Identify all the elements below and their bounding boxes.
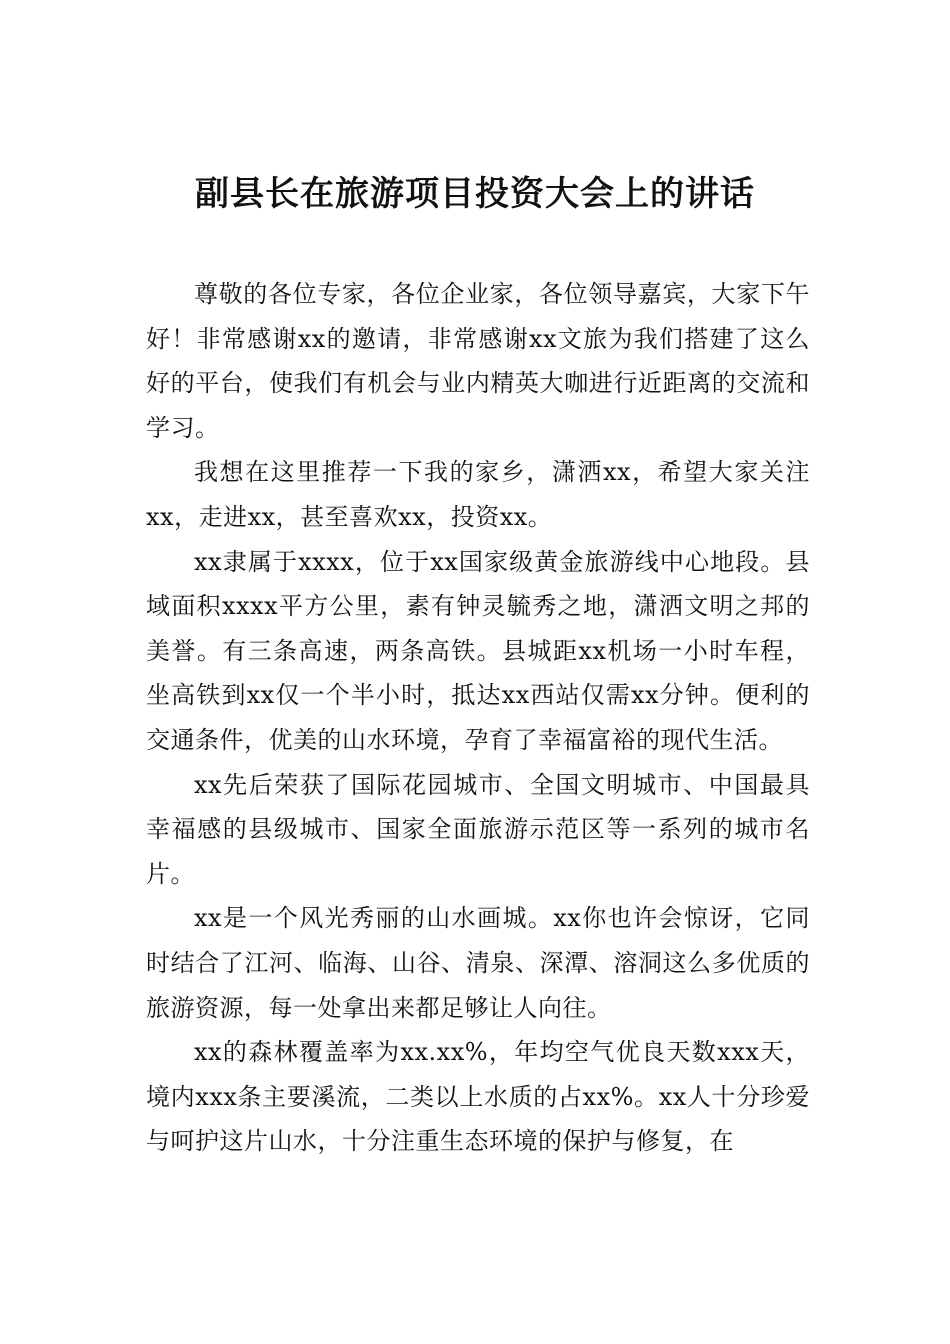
paragraph-scenery: xx是一个风光秀丽的山水画城。xx你也许会惊讶，它同时结合了江河、临海、山谷、清泉、深潭、溶洞这么多优质的旅游资源，每一处拿出来都足够让人向往。 [146,904,810,1022]
paragraph-location: xx隶属于xxxx，位于xx国家级黄金旅游线中心地段。县域面积xxxx平方公里，素有钟灵毓秀之地，潇洒文明之邦的美誉。有三条高速，两条高铁。县城距xx机场一小时车程，坐高铁到xx仅一个半小时，抵达xx西站仅需xx分钟。便利的交通条件，优美的山水环境，孕育了幸福富裕的现代生活。 [146,547,810,754]
document-body [146,272,810,1164]
paragraph-greeting: 尊敬的各位专家，各位企业家，各位领导嘉宾，大家下午好！非常感谢xx的邀请，非常感谢xx文旅为我们搭建了这么好的平台，使我们有机会与业内精英大咖进行近距离的交流和学习。 [146,280,810,442]
paragraph-hometown: 我想在这里推荐一下我的家乡，潇洒xx，希望大家关注xx，走进xx，甚至喜欢xx，投资xx。 [146,458,810,531]
document-title: 副县长在旅游项目投资大会上的讲话 [195,174,755,214]
paragraph-honors: xx先后荣获了国际花园城市、全国文明城市、中国最具幸福感的县级城市、国家全面旅游示范区等一系列的城市名片。 [146,770,810,888]
paragraph-ecology: xx的森林覆盖率为xx.xx%，年均空气优良天数xxx天，境内xxx条主要溪流，二类以上水质的占xx%。xx人十分珍爱与呵护这片山水，十分注重生态环境的保护与修复，在 [146,1038,810,1156]
